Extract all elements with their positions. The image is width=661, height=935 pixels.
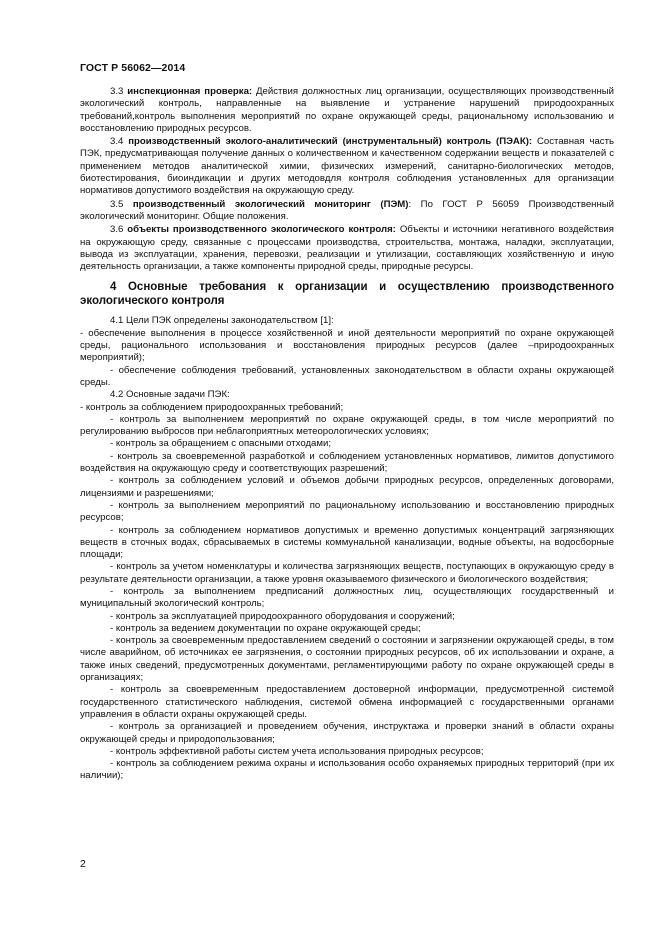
task-item: - контроль за своевременной разработкой и соблюдением установленных нормативов, лимитов допустимого воздействия на окружающую среду и соответствующих разрешений; (80, 450, 614, 475)
task-item: - контроль за учетом номенклатуры и количества загрязняющих веществ, поступающих в окружающую среду в результате деятельности организации, а также уровня оказываемого физического и биологического воздействия; (80, 561, 614, 585)
task-item: - контроль за эксплуатацией природоохранного оборудования и сооружений; (110, 610, 455, 622)
term-name: инспекционная проверка: (127, 86, 253, 97)
task-item: - контроль за соблюдением нормативов допустимых и временно допустимых концентраций загрязняющих веществ в сточных водах, сбрасываемых в системы коммунальной канализации, водные объекты, на водосборные площади; (80, 524, 614, 561)
term-3-3 (80, 86, 614, 135)
task-item: - контроль за обращением с опасными отходами; (110, 438, 332, 450)
goals-intro: 4.1 Цели ПЭК определены законодательством [1]: (110, 315, 334, 327)
task-item: - контроль за соблюдением природоохранных требований; (80, 401, 344, 413)
section-4-title: 4 Основные требования к организации и осуществлению производственного экологического контроля (80, 281, 614, 308)
task-item: - контроль за организацией и проведением обучения, инструктажа и проверки знаний в области охраны окружающей среды и природопользования; (80, 721, 614, 745)
goal-item: - обеспечение выполнения в процессе хозяйственной и иной деятельности мероприятий по охране окружающей среды, рационального использования и восстановления природных ресурсов (далее –природоохранных мероприятий); (80, 327, 614, 364)
term-number: 3.3 (110, 86, 124, 97)
term-definition: Действия должностных лиц организации, осуществляющих производственный экологический контроль, направленные на выявление и устранение нарушений природоохранных требований,контроль выполнения мероприятий по охране окружающей среды, рациональному использованию и восстановлению природных ресурсов. (80, 86, 614, 134)
task-item: - контроль за соблюдением режима охраны и использования особо охраняемых природных территорий (при их наличии); (80, 758, 614, 782)
term-number: 3.5 (110, 198, 124, 210)
task-item: - контроль за выполнением предписаний должностных лиц, осуществляющих государственный и муниципальный экологический контроль; (80, 585, 614, 610)
document-header: ГОСТ Р 56062—2014 (80, 62, 186, 74)
term-definition: Составная часть ПЭК, предусматривающая получение данных о количественном и качественном содержании веществ и показателей с применением методов аналитической химии, физических измерений, санитарно-биологических методов, биотестирования, биоиндикации и других методовдля контроля соблюдения установленных для организации нормативов допустимого воздействия на окружающую среду. (80, 136, 614, 197)
page-number: 2 (80, 858, 86, 870)
term-definition: : По ГОСТ Р 56059 Производственный экологический мониторинг. Общие положения. (80, 198, 615, 222)
document-body (80, 86, 614, 783)
task-item: - контроль за своевременным предоставлением достоверной информации, предусмотренной системой государственного статистического наблюдения, системой обмена информацией с государственными органами управления в области охраны окружающей среды. (80, 684, 614, 720)
goal-item: - обеспечение соблюдения требований, установленных законодательством в области охраны окружающей среды. (80, 364, 614, 388)
task-item: - контроль за ведением документации по охране окружающей среды; (110, 622, 421, 634)
task-item: - контроль за выполнением мероприятий по охране окружающей среды, в том числе мероприятий по регулированию выбросов при неблагоприятных метеорологических условиях; (80, 413, 614, 438)
term-definition: Объекты и источники негативного воздействия на окружающую среду, связанные с процессами производства, строительства, монтажа, наладки, эксплуатации, вывода из эксплуатации, хранения, перевозки, реализации и утилизации, составляющих хозяйственную и иную деятельность организации, а также компоненты природной среды, природные ресурсы. (80, 224, 614, 273)
task-item: - контроль за соблюдением условий и объемов добычи природных ресурсов, определенных договорами, лицензиями и разрешениями; (80, 475, 614, 499)
term-3-6 (80, 224, 614, 273)
task-item: - контроль эффективной работы систем учета использования природных ресурсов; (110, 745, 484, 757)
task-item: - контроль за своевременным предоставлением сведений о состоянии и загрязнении окружающей среды, в том числе аварийном, об источниках ее загрязнения, о состоянии природных ресурсов, об их использовании и охране, а также иных сведений, предусмотренных документами, регламентирующими работу по охране окружающей среды в организациях; (80, 635, 614, 684)
term-name: производственный эколого-аналитический (инструментальный) контроль (ПЭАК): (128, 136, 533, 148)
term-3-4 (80, 136, 614, 197)
term-3-5 (80, 199, 614, 224)
task-item: - контроль за выполнением мероприятий по рациональному использованию и восстановлению природных ресурсов; (80, 499, 614, 524)
term-number: 3.4 (110, 136, 124, 148)
term-name: объекты производственного экологического контроля: (127, 224, 396, 236)
term-number: 3.6 (110, 224, 124, 236)
term-name: производственный экологический мониторинг (ПЭМ) (132, 198, 409, 210)
tasks-intro: 4.2 Основные задачи ПЭК: (110, 389, 230, 401)
